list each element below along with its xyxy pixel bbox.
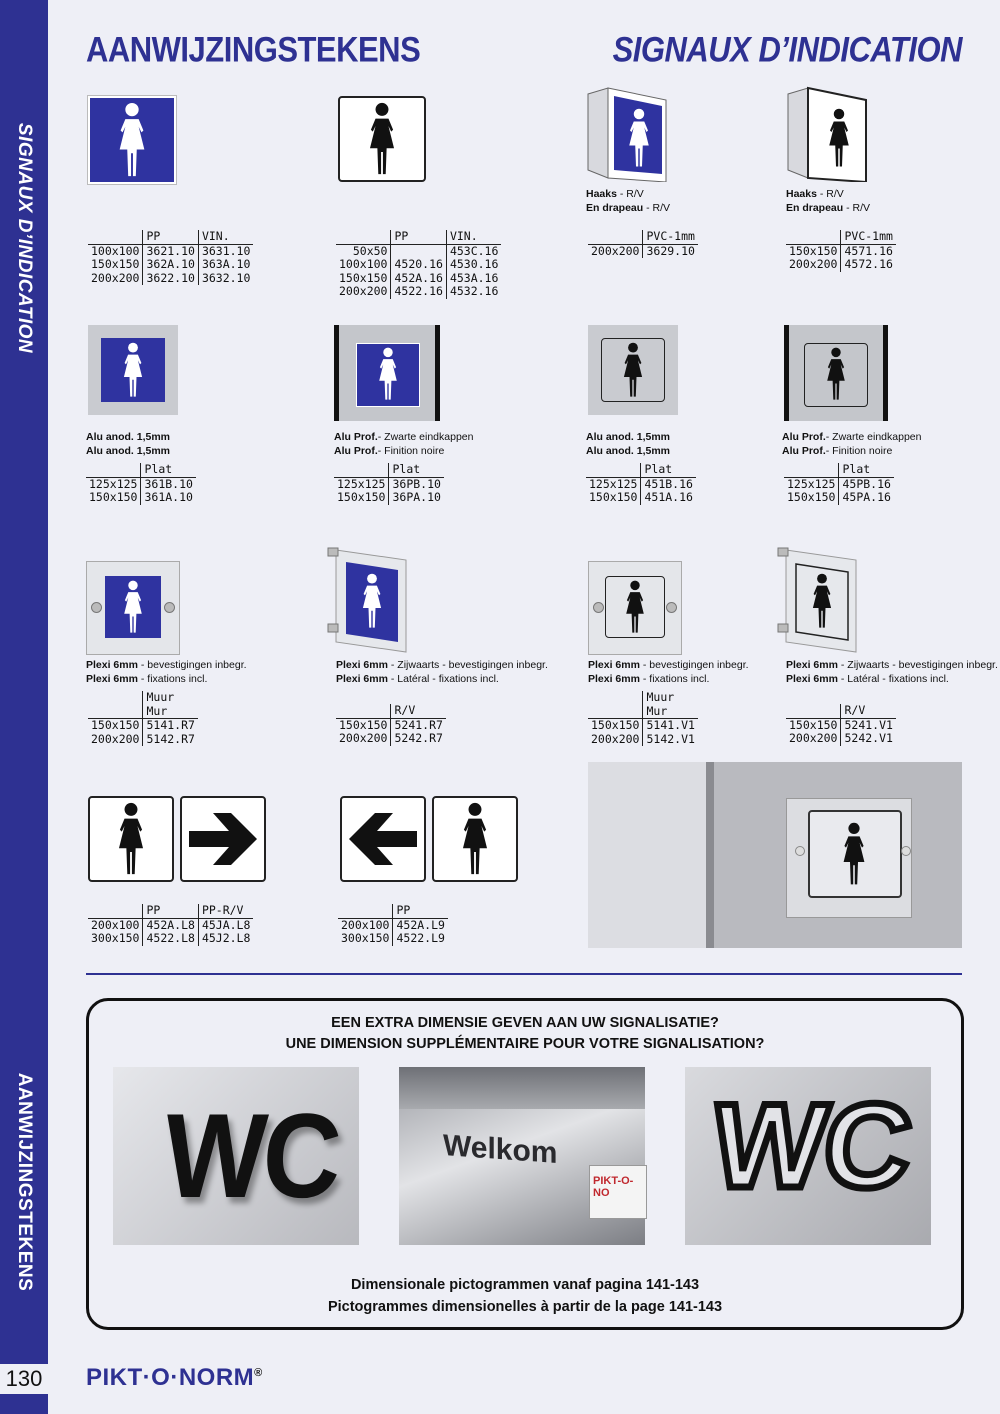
page-number: 130 bbox=[0, 1364, 48, 1394]
promo-heading-nl: EEN EXTRA DIMENSIE GEVEN AAN UW SIGNALISATIE? bbox=[331, 1015, 719, 1031]
woman-icon bbox=[110, 102, 154, 178]
alu-profile-sign-white bbox=[784, 325, 888, 421]
section-divider bbox=[86, 973, 962, 975]
spec-table: PVC-1mm 150x150 4571.16 200x200 4572.16 bbox=[786, 230, 896, 272]
sign-arrow-left-panel bbox=[340, 796, 426, 882]
spec-table: Plat 125x125 45PB.16 150x150 45PA.16 bbox=[784, 463, 894, 505]
promo-footer-nl: Dimensionale pictogrammen vanaf pagina 141-143 bbox=[350, 1277, 700, 1293]
plexi-flag-sign-white bbox=[776, 544, 862, 656]
installation-photo bbox=[588, 762, 962, 948]
alu-sign-blue bbox=[88, 325, 178, 415]
woman-icon bbox=[110, 802, 152, 876]
woman-icon bbox=[118, 342, 148, 398]
promo-image-wc-outline: WC bbox=[685, 1067, 931, 1245]
woman-icon bbox=[360, 102, 404, 176]
caption-r2-4: Alu Prof.- Zwarte eindkappen Alu Prof.- Finition noire bbox=[782, 431, 922, 457]
arrow-left-icon bbox=[343, 799, 423, 879]
spec-table: R/V 150x150 5241.R7 200x200 5242.R7 bbox=[336, 704, 446, 746]
caption-r3-3: Plexi 6mm - bevestigingen inbegr. Plexi 6mm - fixations incl. bbox=[588, 659, 749, 685]
caption-r3-4: Plexi 6mm - Zijwaarts - bevestigingen inbegr. Plexi 6mm - Latéral - fixations incl. bbox=[786, 659, 998, 685]
page-title-nl: AANWIJZINGSTEKENS bbox=[86, 29, 421, 70]
promo-heading-fr: UNE DIMENSION SUPPLÉMENTAIRE POUR VOTRE SIGNALISATION? bbox=[285, 1036, 765, 1052]
sidebar bbox=[0, 0, 48, 1414]
spec-table: PP VIN. 100x100 3621.10 3631.10 150x150 362A.10 363A.10 200x200 3622.10 3632.10 bbox=[88, 230, 253, 285]
sidebar-top-label: SIGNAUX D’INDICATION bbox=[14, 122, 35, 354]
brand-logo: PIKT·O·NORM® bbox=[86, 1364, 263, 1391]
caption-r1-4: Haaks - R/V En drapeau - R/V bbox=[786, 188, 871, 214]
sign-woman-panel bbox=[432, 796, 518, 882]
caption-r2-1: Alu anod. 1,5mm Alu anod. 1,5mm bbox=[86, 431, 171, 457]
alu-profile-sign-blue bbox=[334, 325, 440, 421]
caption-r3-2: Plexi 6mm - Zijwaarts - bevestigingen inbegr. Plexi 6mm - Latéral - fixations incl. bbox=[336, 659, 548, 685]
woman-icon bbox=[838, 816, 870, 892]
woman-icon bbox=[821, 347, 851, 401]
plexi-sign-blue bbox=[86, 561, 180, 655]
spec-table: Plat 125x125 36PB.10 150x150 36PA.10 bbox=[334, 463, 444, 505]
spec-table: Plat 125x125 451B.16 150x150 451A.16 bbox=[586, 463, 696, 505]
plexi-sign-white bbox=[588, 561, 682, 655]
caption-r3-1: Plexi 6mm - bevestigingen inbegr. Plexi 6mm - fixations incl. bbox=[86, 659, 247, 685]
spec-table: Muur Mur 150x150 5141.V1 200x200 5142.V1 bbox=[588, 691, 698, 746]
spec-table: R/V 150x150 5241.V1 200x200 5242.V1 bbox=[786, 704, 896, 746]
page-title-fr: SIGNAUX D’INDICATION bbox=[612, 29, 962, 70]
sign-white-square bbox=[338, 96, 426, 182]
caption-r2-2: Alu Prof.- Zwarte eindkappen Alu Prof.- Finition noire bbox=[334, 431, 474, 457]
arrow-right-icon bbox=[183, 799, 263, 879]
spec-table: PVC-1mm 200x200 3629.10 bbox=[588, 230, 698, 258]
sidebar-bottom-label: AANWIJZINGSTEKENS bbox=[14, 1072, 35, 1292]
caption-r1-3: Haaks - R/V En drapeau - R/V bbox=[586, 188, 671, 214]
sign-arrow-right-panel bbox=[180, 796, 266, 882]
promo-image-welcome-glass: Welkom PIKT-O-NO bbox=[399, 1067, 645, 1245]
spec-table: Muur Mur 150x150 5141.R7 200x200 5142.R7 bbox=[88, 691, 198, 746]
plexi-flag-sign-blue bbox=[326, 544, 412, 656]
promo-image-wc-black: WC bbox=[113, 1067, 359, 1245]
flag-sign-blue bbox=[586, 86, 670, 182]
woman-icon bbox=[119, 580, 147, 634]
spec-table: Plat 125x125 361B.10 150x150 361A.10 bbox=[86, 463, 196, 505]
woman-icon bbox=[618, 342, 648, 398]
sign-blue-square bbox=[88, 96, 176, 184]
spec-table: PP VIN. 50x50 453C.16 100x100 4520.16 4530.16 150x150 452A.16 453A.16 200x200 4522.16 4532.16 bbox=[336, 230, 501, 299]
woman-icon bbox=[373, 347, 403, 401]
caption-r2-3: Alu anod. 1,5mm Alu anod. 1,5mm bbox=[586, 431, 671, 457]
promo-box bbox=[86, 998, 964, 1330]
sign-woman-panel bbox=[88, 796, 174, 882]
alu-sign-white bbox=[588, 325, 678, 415]
woman-icon bbox=[454, 802, 496, 876]
woman-icon bbox=[621, 580, 649, 634]
flag-sign-white bbox=[786, 86, 870, 182]
promo-footer-fr: Pictogrammes dimensionelles à partir de la page 141-143 bbox=[327, 1299, 723, 1315]
spec-table: PP 200x100 452A.L9 300x150 4522.L9 bbox=[338, 904, 448, 946]
spec-table: PP PP-R/V 200x100 452A.L8 45JA.L8 300x150 4522.L8 45J2.L8 bbox=[88, 904, 253, 946]
